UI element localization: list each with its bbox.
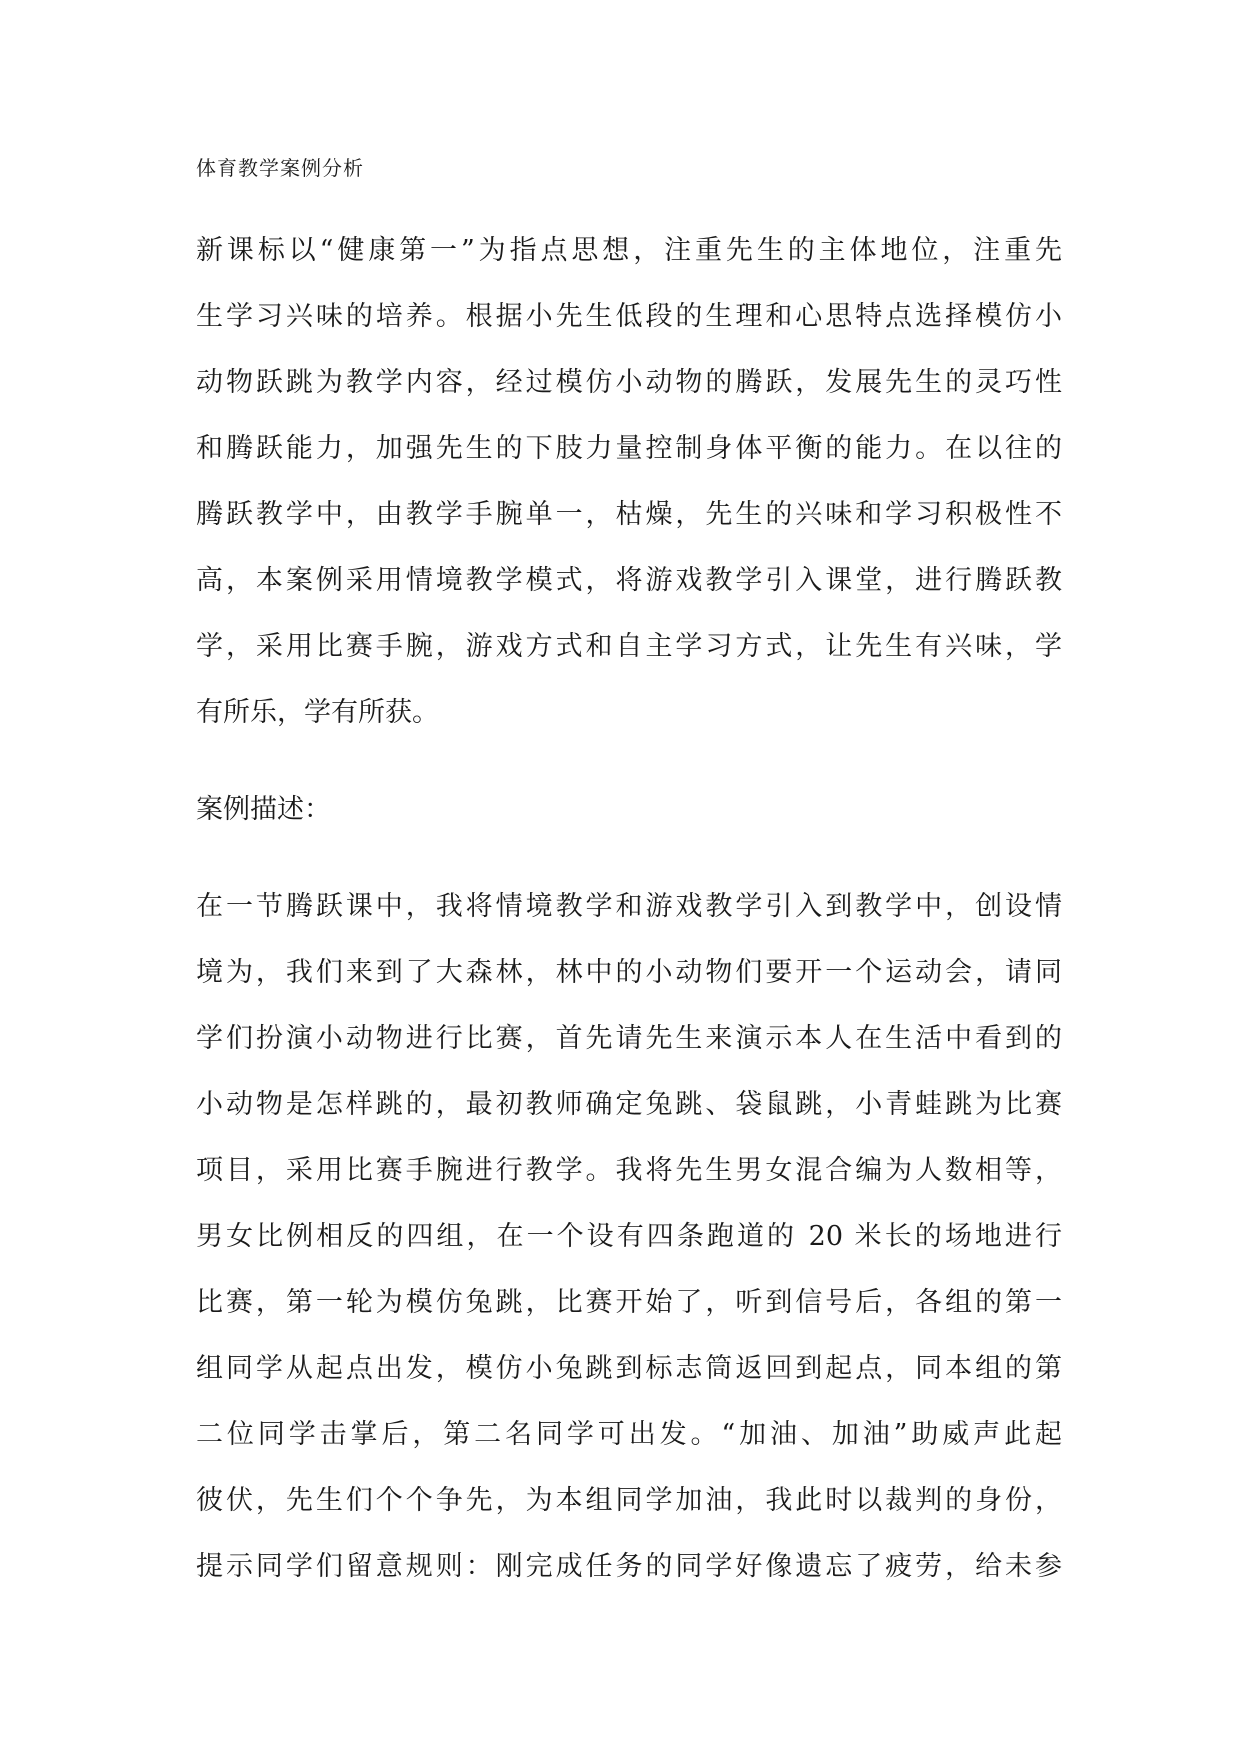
paragraph-line: 动物跃跳为教学内容，经过模仿小动物的腾跃，发展先生的灵巧性 xyxy=(196,367,1062,398)
paragraph-line: 小动物是怎样跳的，最初教师确定兔跳、袋鼠跳，小青蛙跳为比赛 xyxy=(196,1089,1062,1120)
paragraph-line: 提示同学们留意规则：刚完成任务的同学好像遗忘了疲劳，给未参 xyxy=(196,1551,1062,1582)
paragraph-line: 比赛，第一轮为模仿兔跳，比赛开始了，听到信号后，各组的第一 xyxy=(196,1287,1062,1318)
paragraph-line: 组同学从起点出发，模仿小兔跳到标志筒返回到起点，同本组的第 xyxy=(196,1353,1062,1384)
document-title: 体育教学案例分析 xyxy=(196,156,364,180)
paragraph-line: 彼伏，先生们个个争先，为本组同学加油，我此时以裁判的身份， xyxy=(196,1485,1062,1516)
paragraph-line: 有所乐，学有所获。 xyxy=(196,697,439,728)
paragraph-line: 男女比例相反的四组，在一个设有四条跑道的 20 米长的场地进行 xyxy=(196,1221,1062,1252)
paragraph-line: 高，本案例采用情境教学模式，将游戏教学引入课堂，进行腾跃教 xyxy=(196,565,1062,596)
paragraph-line: 二位同学击掌后，第二名同学可出发。“加油、加油”助威声此起 xyxy=(196,1419,1062,1450)
paragraph-line: 和腾跃能力，加强先生的下肢力量控制身体平衡的能力。在以往的 xyxy=(196,433,1062,464)
paragraph-line: 新课标以“健康第一”为指点思想，注重先生的主体地位，注重先 xyxy=(196,235,1062,266)
section-heading: 案例描述： xyxy=(196,794,331,825)
paragraph-line: 境为，我们来到了大森林，林中的小动物们要开一个运动会，请同 xyxy=(196,957,1062,988)
paragraph-line: 生学习兴味的培养。根据小先生低段的生理和心思特点选择模仿小 xyxy=(196,301,1062,332)
paragraph-line: 腾跃教学中，由教学手腕单一，枯燥，先生的兴味和学习积极性不 xyxy=(196,499,1062,530)
paragraph-line: 学们扮演小动物进行比赛，首先请先生来演示本人在生活中看到的 xyxy=(196,1023,1062,1054)
paragraph-line: 项目，采用比赛手腕进行教学。我将先生男女混合编为人数相等， xyxy=(196,1155,1062,1186)
paragraph-line: 学，采用比赛手腕，游戏方式和自主学习方式，让先生有兴味，学 xyxy=(196,631,1062,662)
paragraph-line: 在一节腾跃课中，我将情境教学和游戏教学引入到教学中，创设情 xyxy=(196,891,1062,922)
